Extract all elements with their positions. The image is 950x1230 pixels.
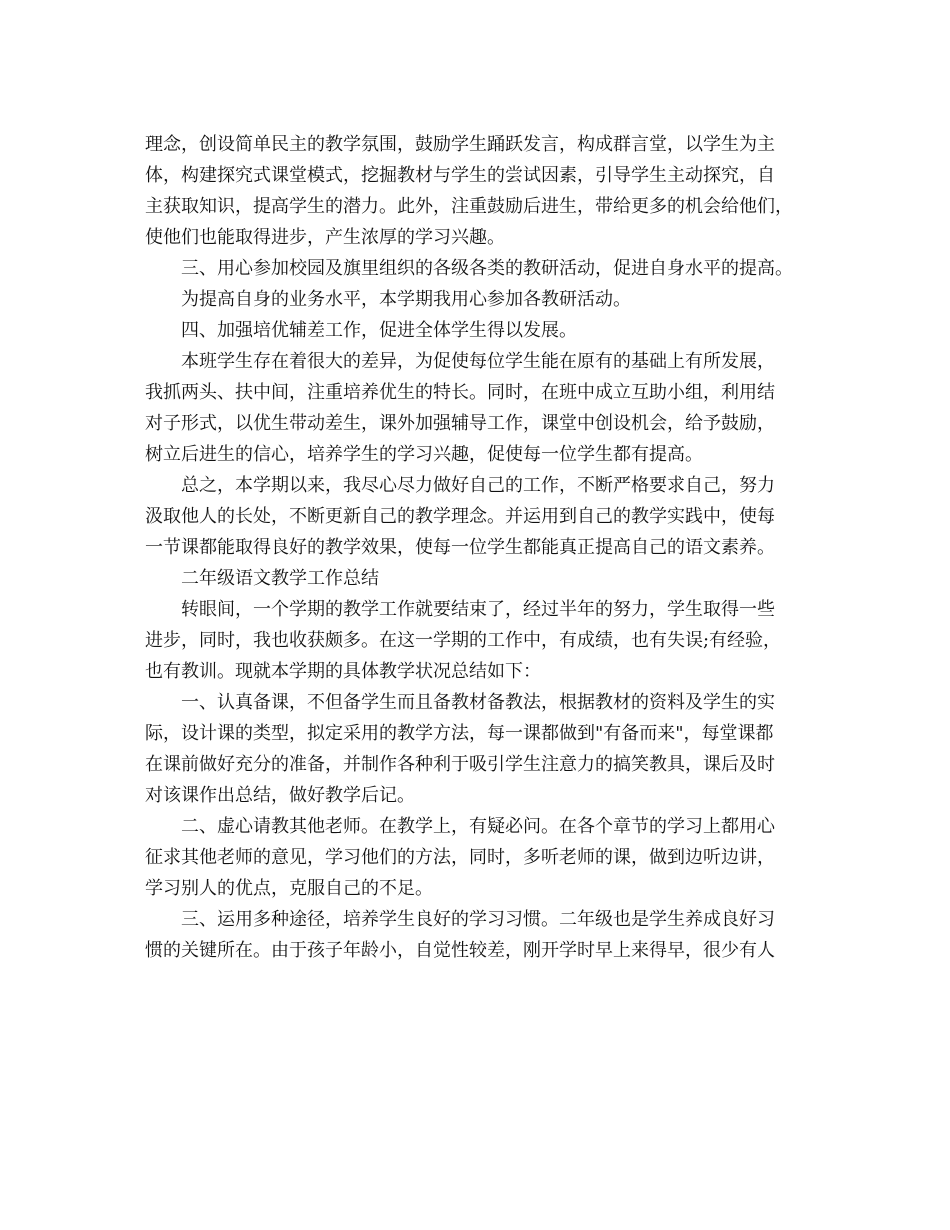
text-line: 三、用心参加校园及旗里组织的各级各类的教研活动，促进自身水平的提高。 [181, 258, 793, 279]
text-line: 惯的关键所在。由于孩子年龄小，自觉性较差，刚开学时早上来得早，很少有人 [145, 940, 775, 961]
text-line: 也有教训。现就本学期的具体教学状况总结如下： [145, 661, 541, 682]
text-line: 二年级语文教学工作总结 [181, 568, 379, 589]
text-line: 一节课都能取得良好的教学效果，使每一位学生都能真正提高自己的语文素养。 [145, 537, 775, 558]
text-line: 四、加强培优辅差工作，促进全体学生得以发展。 [181, 320, 577, 341]
text-line: 学习别人的优点，克服自己的不足。 [145, 878, 433, 899]
text-line: 使他们也能取得进步，产生浓厚的学习兴趣。 [145, 227, 505, 248]
text-line: 三、运用多种途径，培养学生良好的学习习惯。二年级也是学生养成良好习 [181, 909, 775, 930]
text-line: 际，设计课的类型，拟定采用的教学方法，每一课都做到"有备而来"，每堂课都 [145, 723, 774, 744]
text-line: 我抓两头、扶中间，注重培养优生的特长。同时，在班中成立互助小组，利用结 [145, 382, 775, 403]
text-line: 进步，同时，我也收获颇多。在这一学期的工作中，有成绩，也有失误;有经验， [145, 630, 782, 651]
text-line: 树立后进生的信心，培养学生的学习兴趣，促使每一位学生都有提高。 [145, 444, 703, 465]
text-line: 一、认真备课，不但备学生而且备教材备教法，根据教材的资料及学生的实 [181, 692, 775, 713]
text-line: 征求其他老师的意见，学习他们的方法，同时，多听老师的课，做到边听边讲， [145, 847, 775, 868]
document-body [145, 129, 807, 966]
text-line: 转眼间，一个学期的教学工作就要结束了，经过半年的努力，学生取得一些 [181, 599, 775, 620]
text-line: 在课前做好充分的准备，并制作各种利于吸引学生注意力的搞笑教具，课后及时 [145, 754, 775, 775]
text-line: 体，构建探究式课堂模式，挖掘教材与学生的尝试因素，引导学生主动探究，自 [145, 165, 775, 186]
text-line: 对该课作出总结，做好教学后记。 [145, 785, 415, 806]
text-line: 对子形式，以优生带动差生，课外加强辅导工作，课堂中创设机会，给予鼓励， [145, 413, 775, 434]
text-line: 二、虚心请教其他老师。在教学上，有疑必问。在各个章节的学习上都用心 [181, 816, 775, 837]
text-line: 总之，本学期以来，我尽心尽力做好自己的工作，不断严格要求自己，努力 [181, 475, 775, 496]
text-line: 本班学生存在着很大的差异，为促使每位学生能在原有的基础上有所发展， [181, 351, 775, 372]
text-line: 主获取知识，提高学生的潜力。此外，注重鼓励后进生，带给更多的机会给他们， [145, 196, 793, 217]
text-line: 汲取他人的长处，不断更新自己的教学理念。并运用到自己的教学实践中，使每 [145, 506, 775, 527]
text-line: 为提高自身的业务水平，本学期我用心参加各教研活动。 [181, 289, 631, 310]
text-line: 理念，创设简单民主的教学氛围，鼓励学生踊跃发言，构成群言堂，以学生为主 [145, 134, 775, 155]
